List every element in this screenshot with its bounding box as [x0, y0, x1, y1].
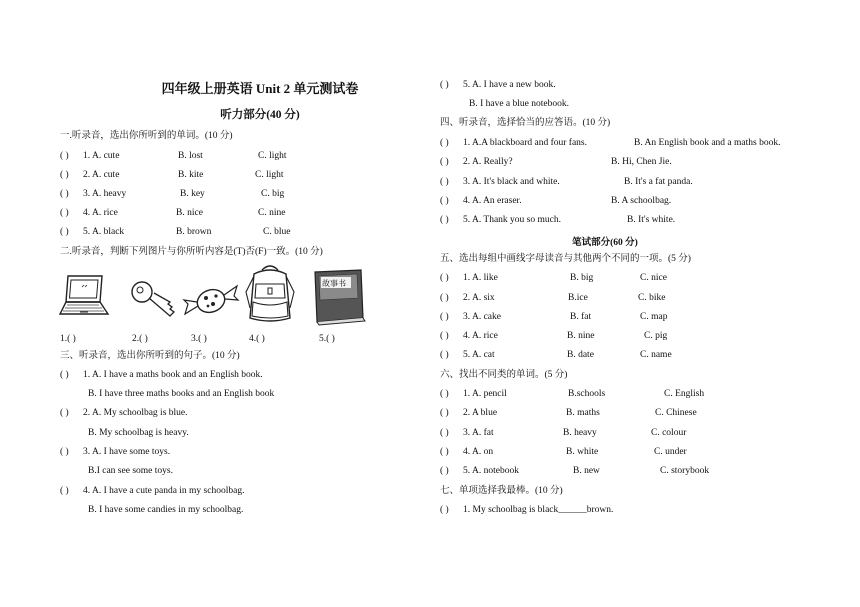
option-c: C. under [654, 447, 687, 457]
option-b: B. kite [178, 170, 204, 180]
option-c: C. big [261, 189, 285, 199]
option-b: B. white [566, 447, 599, 457]
answer-blank[interactable]: ( ) [440, 157, 449, 167]
answer-blank[interactable]: ( ) [440, 80, 449, 90]
picture-label-1[interactable]: 1.( ) [60, 334, 76, 344]
option-a: 1. A. cute [83, 151, 120, 161]
response-b: B. An English book and a maths book. [634, 138, 781, 148]
option-a: 3. A. heavy [83, 189, 127, 199]
listening-section-title: 听力部分(40 分) [220, 109, 300, 121]
response-b: B. It's a fat panda. [624, 177, 693, 187]
storybook-icon [311, 268, 367, 326]
response-b: B. A schoolbag. [611, 196, 672, 206]
response-b: B. Hi, Chen Jie. [611, 157, 672, 167]
sentence-a: 2. A. My schoolbag is blue. [83, 408, 188, 418]
sentence-a: 5. A. I have a new book. [463, 80, 556, 90]
answer-blank[interactable]: ( ) [440, 466, 449, 476]
option-b: B. new [573, 466, 600, 476]
answer-blank[interactable]: ( ) [440, 350, 449, 360]
option-c: C. storybook [660, 466, 710, 476]
answer-blank[interactable]: ( ) [440, 273, 449, 283]
section-1-heading: 一.听录音，选出你所听到的单词。(10 分) [60, 131, 233, 141]
option-b: B. nice [176, 208, 203, 218]
answer-blank[interactable]: ( ) [440, 428, 449, 438]
writing-section-title: 笔试部分(60 分) [572, 238, 638, 248]
answer-blank[interactable]: ( ) [60, 370, 69, 380]
answer-blank[interactable]: ( ) [440, 312, 449, 322]
option-b: B. maths [566, 408, 600, 418]
answer-blank[interactable]: ( ) [440, 447, 449, 457]
option-b: B. brown [176, 227, 212, 237]
option-c: C. nine [258, 208, 286, 218]
option-b: B.ice [568, 293, 588, 303]
section-4-heading: 四、听录音，选择恰当的应答语。(10 分) [440, 118, 611, 128]
answer-blank[interactable]: ( ) [60, 189, 69, 199]
option-a: 4. A. on [463, 447, 494, 457]
answer-blank[interactable]: ( ) [60, 408, 69, 418]
option-c: C. bike [638, 293, 666, 303]
answer-blank[interactable]: ( ) [440, 293, 449, 303]
section-2-heading: 二.听录音，判断下列图片与你所听内容是(T)否(F)一致。(10 分) [60, 247, 323, 257]
sentence-a: 4. A. I have a cute panda in my schoolbag. [83, 486, 245, 496]
answer-blank[interactable]: ( ) [440, 196, 449, 206]
option-a: 3. A. cake [463, 312, 501, 322]
option-b: B. date [567, 350, 594, 360]
answer-blank[interactable]: ( ) [60, 170, 69, 180]
option-b: B. nine [567, 331, 595, 341]
answer-blank[interactable]: ( ) [440, 408, 449, 418]
section-5-heading: 五、选出每组中画线字母读音与其他两个不同的一项。(5 分) [440, 254, 691, 264]
answer-blank[interactable]: ( ) [440, 177, 449, 187]
answer-blank[interactable]: ( ) [60, 208, 69, 218]
option-c: C. English [664, 389, 705, 399]
laptop-icon [58, 272, 110, 322]
sentence-a: 3. A. I have some toys. [83, 447, 171, 457]
option-b: B. key [180, 189, 205, 199]
option-b: B. lost [178, 151, 203, 161]
option-a: 3. A. fat [463, 428, 494, 438]
picture-label-2[interactable]: 2.( ) [132, 334, 148, 344]
option-a: 5. A. cat [463, 350, 495, 360]
answer-blank[interactable]: ( ) [440, 215, 449, 225]
option-a: 2. A. six [463, 293, 495, 303]
sentence-b: B.I can see some toys. [88, 466, 173, 476]
option-b: B. heavy [563, 428, 597, 438]
sentence-b: B. My schoolbag is heavy. [88, 428, 189, 438]
storybook-cover-text: 故事书 [322, 279, 346, 288]
response-a: 4. A. An eraser. [463, 196, 522, 206]
section-6-heading: 六、找出不同类的单词。(5 分) [440, 370, 568, 380]
option-c: C. light [258, 151, 287, 161]
candy-icon [182, 278, 240, 324]
sentence-b: B. I have a blue notebook. [469, 99, 569, 109]
section-7-heading: 七、单项选择我最棒。(10 分) [440, 486, 563, 496]
response-b: B. It's white. [627, 215, 676, 225]
section-3-heading: 三、听录音，选出你所听到的句子。(10 分) [60, 351, 240, 361]
answer-blank[interactable]: ( ) [60, 227, 69, 237]
option-b: B.schools [568, 389, 606, 399]
sentence-b: B. I have three maths books and an English book [88, 389, 275, 399]
option-a: 1. A. like [463, 273, 498, 283]
picture-label-4[interactable]: 4.( ) [249, 334, 265, 344]
answer-blank[interactable]: ( ) [60, 151, 69, 161]
picture-label-3[interactable]: 3.( ) [191, 334, 207, 344]
option-b: B. big [570, 273, 594, 283]
response-a: 5. A. Thank you so much. [463, 215, 561, 225]
option-a: 4. A. rice [463, 331, 498, 341]
option-c: C. map [640, 312, 668, 322]
option-c: C. name [640, 350, 672, 360]
option-c: C. blue [263, 227, 291, 237]
option-c: C. Chinese [655, 408, 697, 418]
option-c: C. nice [640, 273, 667, 283]
answer-blank[interactable]: ( ) [60, 486, 69, 496]
option-c: C. light [255, 170, 284, 180]
option-a: 2. A blue [463, 408, 498, 418]
option-a: 4. A. rice [83, 208, 118, 218]
answer-blank[interactable]: ( ) [440, 389, 449, 399]
sentence-a: 1. A. I have a maths book and an English book. [83, 370, 263, 380]
option-c: C. pig [644, 331, 668, 341]
answer-blank[interactable]: ( ) [440, 138, 449, 148]
option-b: B. fat [570, 312, 592, 322]
answer-blank[interactable]: ( ) [440, 331, 449, 341]
response-a: 2. A. Really? [463, 157, 513, 167]
answer-blank[interactable]: ( ) [440, 505, 449, 515]
option-a: 5. A. black [83, 227, 125, 237]
option-a: 2. A. cute [83, 170, 120, 180]
option-a: 1. A. pencil [463, 389, 507, 399]
option-a: 5. A. notebook [463, 466, 519, 476]
exam-title: 四年级上册英语 Unit 2 单元测试卷 [161, 81, 359, 96]
picture-label-5[interactable]: 5.( ) [319, 334, 335, 344]
option-c: C. colour [651, 428, 687, 438]
sentence-b: B. I have some candies in my schoolbag. [88, 505, 244, 515]
schoolbag-icon [244, 262, 296, 326]
question-text: 1. My schoolbag is black______brown. [463, 505, 614, 515]
response-a: 3. A. It's black and white. [463, 177, 560, 187]
key-icon [128, 278, 182, 324]
response-a: 1. A.A blackboard and four fans. [463, 138, 587, 148]
answer-blank[interactable]: ( ) [60, 447, 69, 457]
